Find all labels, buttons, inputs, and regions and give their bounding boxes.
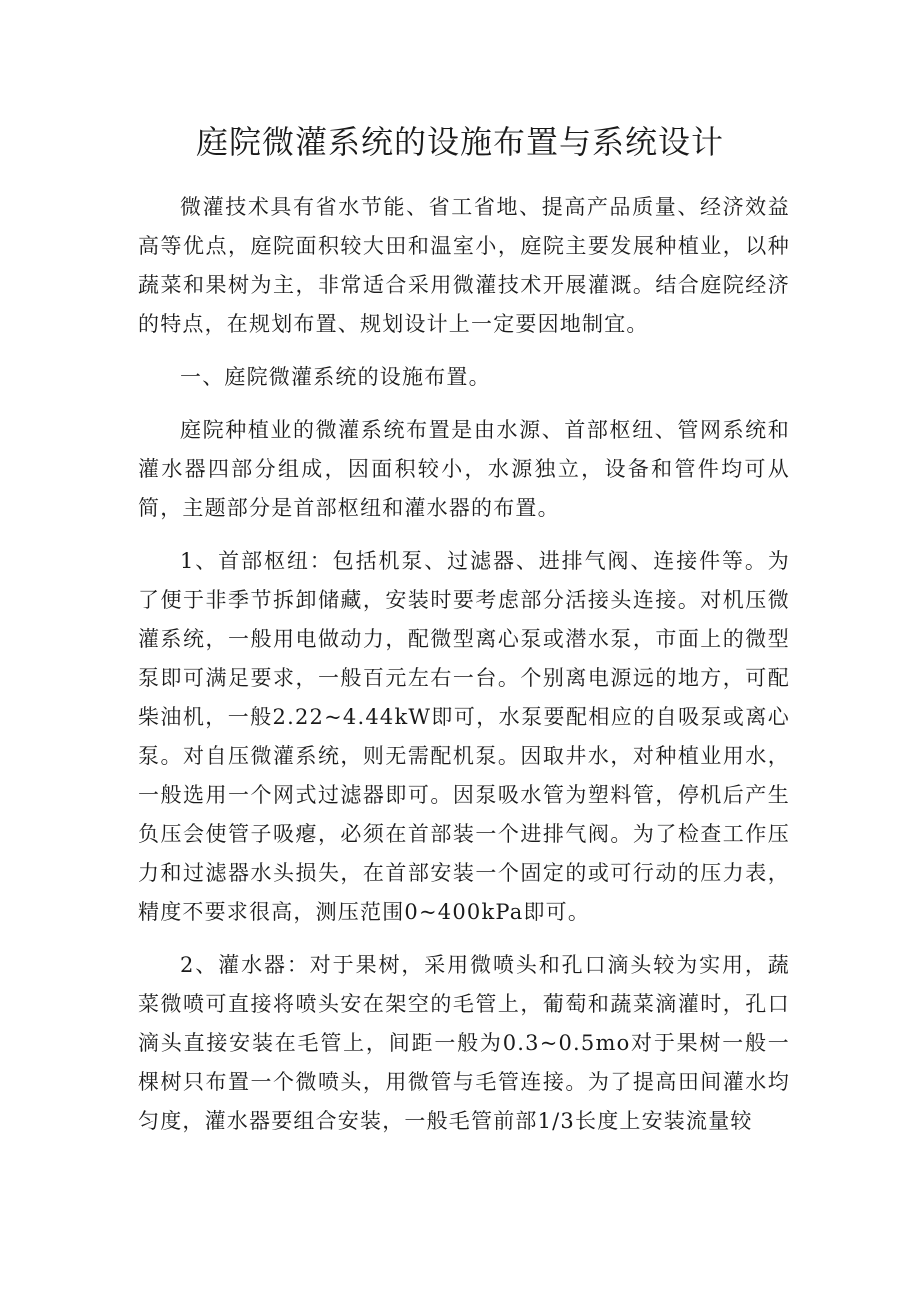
emitter-paragraph: 2、灌水器：对于果树，采用微喷头和孔口滴头较为实用，蔬菜微喷可直接将喷头安在架空的毛管上，葡萄和蔬菜滴灌时，孔口滴头直接安装在毛管上，间距一般为0.3~0.5mo对于果树一般一棵树只布置一个微喷头，用微管与毛管连接。为了提高田间灌水均匀度，灌水器要组合安装，一般毛管前部1/3长度上安装流量较 bbox=[138, 953, 790, 1133]
intro-paragraph: 微灌技术具有省水节能、省工省地、提高产品质量、经济效益高等优点，庭院面积较大田和温室小，庭院主要发展种植业，以种蔬菜和果树为主，非常适合采用微灌技术开展灌溉。结合庭院经济的特点，在规划布置、规划设计上一定要因地制宜。 bbox=[138, 195, 790, 336]
layout-overview-paragraph: 庭院种植业的微灌系统布置是由水源、首部枢纽、管网系统和灌水器四部分组成，因面积较小，水源独立，设备和管件均可从简，主题部分是首部枢纽和灌水器的布置。 bbox=[138, 418, 790, 520]
head-hub-paragraph: 1、首部枢纽：包括机泵、过滤器、进排气阀、连接件等。为了便于非季节拆卸储藏，安装时要考虑部分活接头连接。对机压微灌系统，一般用电做动力，配微型离心泵或潜水泵，市面上的微型泵即可满足要求，一般百元左右一台。个别离电源远的地方，可配柴油机，一般2.22~4.44kW即可，水泵要配相应的自吸泵或离心泵。对自压微灌系统，则无需配机泵。因取井水，对种植业用水，一般选用一个网式过滤器即可。因泵吸水管为塑料管，停机后产生负压会使管子吸瘪，必须在首部装一个进排气阀。为了检查工作压力和过滤器水头损失，在首部安装一个固定的或可行动的压力表，精度不要求很高，测压范围0~400kPa即可。 bbox=[138, 549, 790, 924]
document-body bbox=[138, 188, 790, 1155]
document-title: 庭院微灌系统的设施布置与系统设计 bbox=[195, 123, 724, 161]
section-heading-facility-layout: 一、庭院微灌系统的设施布置。 bbox=[180, 365, 491, 389]
